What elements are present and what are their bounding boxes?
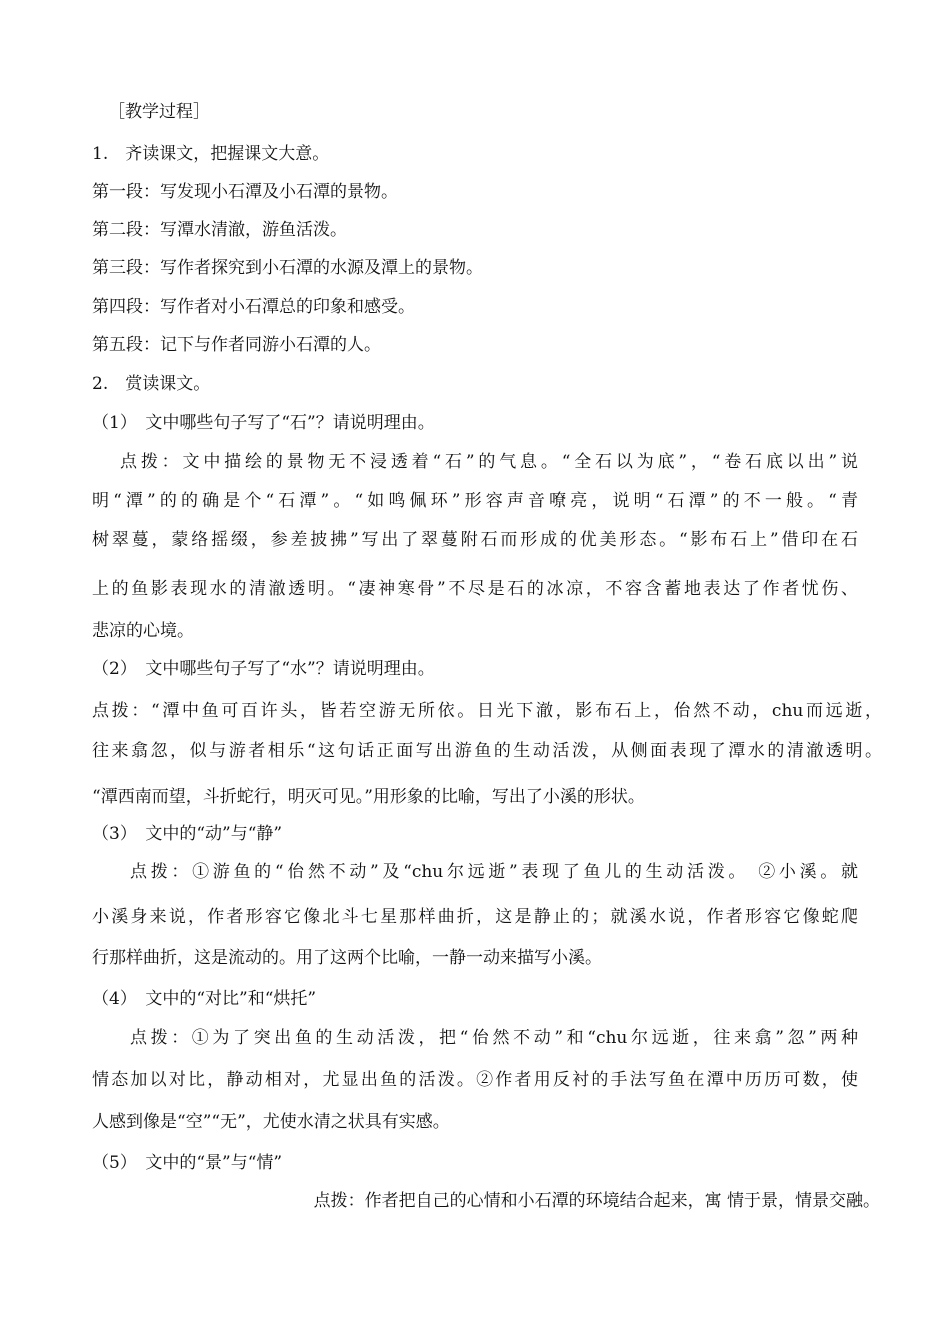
- question-1: （1） 文中哪些句子写了“石”？请说明理由。: [92, 413, 435, 433]
- question-3: （3） 文中的“动”与“静”: [92, 824, 283, 844]
- answer-4-line: 情态加以对比，静动相对，尤显出鱼的活泼。②作者用反衬的手法写鱼在潭中历历可数，使: [92, 1070, 858, 1090]
- answer-1-line: 点拨：文中描绘的景物无不浸透着“石”的气息。“全石以为底”，“卷石底以出”说: [120, 452, 858, 472]
- answer-3-line: 行那样曲折，这是流动的。用了这两个比喻，一静一动来描写小溪。: [92, 948, 602, 968]
- answer-3-line: 小溪身来说，作者形容它像北斗七星那样曲折，这是静止的；就溪水说，作者形容它像蛇爬: [92, 907, 858, 927]
- paragraph-summary-1: 第一段：写发现小石潭及小石潭的景物。: [92, 182, 398, 202]
- answer-2-line: 往来翕忽，似与游者相乐“这句话正面写出游鱼的生动活泼，从侧面表现了潭水的清澈透明。: [92, 741, 882, 761]
- item-2: 2. 赏读课文。: [92, 374, 211, 394]
- answer-1-line: 上的鱼影表现水的清澈透明。“凄神寒骨”不尽是石的冰凉，不容含蓄地表达了作者忧伤、: [92, 579, 858, 599]
- answer-1-line: 悲凉的心境。: [92, 621, 194, 641]
- question-2: （2） 文中哪些句子写了“水”？请说明理由。: [92, 659, 435, 679]
- answer-5: 点拨：作者把自己的心情和小石潭的环境结合起来，寓 情于景，情景交融。: [313, 1191, 880, 1211]
- paragraph-summary-4: 第四段：写作者对小石潭总的印象和感受。: [92, 297, 415, 317]
- answer-1-line: 树翠蔓，蒙络摇缀，参差披拂”写出了翠蔓附石而形成的优美形态。“影布石上”借印在石: [92, 530, 858, 550]
- answer-4-line: 点拨：①为了突出鱼的生动活泼，把“佁然不动”和“chu尔远逝，往来翕”忽”两种: [130, 1028, 858, 1048]
- answer-2-line: “潭西南而望，斗折蛇行，明灭可见。”用形象的比喻，写出了小溪的形状。: [92, 787, 645, 807]
- answer-3-line: 点拨：①游鱼的“佁然不动”及“chu尔远逝”表现了鱼儿的生动活泼。 ②小溪。就: [130, 862, 858, 882]
- answer-2-line: 点拨：“潭中鱼可百许头，皆若空游无所依。日光下澈，影布石上，佁然不动，chu而远逝，: [92, 701, 882, 721]
- answer-1-line: 明“潭”的的确是个“石潭”。“如鸣佩环”形容声音嘹亮，说明“石潭”的不一般。“青: [92, 491, 858, 511]
- paragraph-summary-2: 第二段：写潭水清澈，游鱼活泼。: [92, 220, 347, 240]
- paragraph-summary-3: 第三段：写作者探究到小石潭的水源及潭上的景物。: [92, 258, 483, 278]
- item-1: 1. 齐读课文，把握课文大意。: [92, 144, 330, 164]
- answer-4-line: 人感到像是“空”“无”，尤使水清之状具有实感。: [92, 1112, 450, 1132]
- paragraph-summary-5: 第五段：记下与作者同游小石潭的人。: [92, 335, 381, 355]
- section-heading: ［教学过程］: [108, 102, 210, 122]
- question-5: （5） 文中的“景”与“情”: [92, 1153, 283, 1173]
- question-4: （4） 文中的“对比”和“烘托”: [92, 989, 317, 1009]
